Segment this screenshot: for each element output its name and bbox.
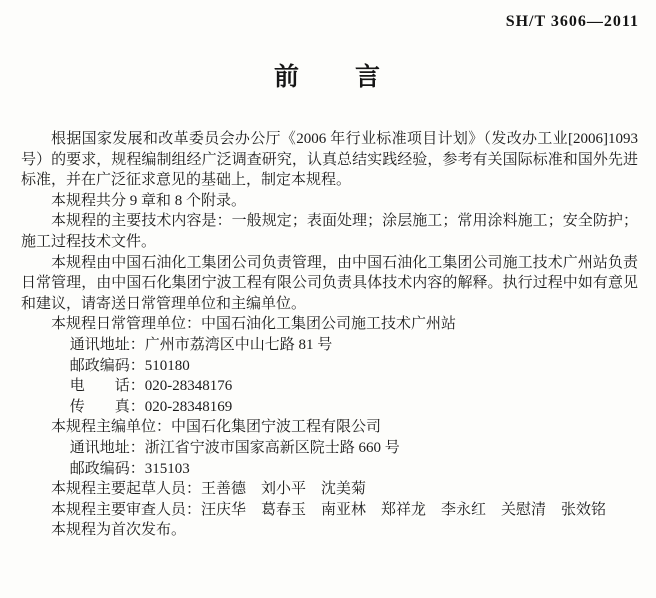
paragraph-technical-content: 本规程的主要技术内容是：一般规定；表面处理；涂层施工；常用涂料施工；安全防护；施工过程技术文件。 (21, 213, 638, 250)
paragraph-management: 本规程由中国石油化工集团公司负责管理，由中国石油化工集团公司施工技术广州站负责日常管理，由中国石化集团宁波工程有限公司负责具体技术内容的解释。执行过程中如有意见和建议，请寄送日常管理单位和主编单位。 (21, 254, 638, 312)
line-telephone: 电 话：020-28348176 (69, 378, 233, 395)
line-daily-management-unit: 本规程日常管理单位：中国石油化工集团公司施工技术广州站 (51, 316, 457, 333)
line-fax: 传 真：020-28348169 (69, 398, 233, 415)
document-body (21, 129, 638, 541)
line-postal-code-2: 邮政编码：315103 (69, 460, 190, 477)
paragraph-introduction: 根据国家发展和改革委员会办公厅《2006 年行业标准项目计划》（发改办工业[2006]1093 号）的要求，规程编制组经广泛调查研究，认真总结实践经验，参考有关国际标准和国外先进标准，并在广泛征求意见的基础上，制定本规程。 (21, 131, 638, 189)
paragraph-chapters: 本规程共分 9 章和 8 个附录。 (51, 192, 247, 209)
line-drafters: 本规程主要起草人员：王善德 刘小平 沈美菊 (51, 481, 367, 498)
page-title: 前 言 (273, 64, 382, 91)
line-contact-address-2: 通讯地址：浙江省宁波市国家高新区院士路 660 号 (69, 439, 400, 456)
standard-number: SH/T 3606—2011 (505, 13, 639, 30)
line-postal-code: 邮政编码：510180 (69, 357, 190, 374)
line-chief-editor-unit: 本规程主编单位：中国石化集团宁波工程有限公司 (51, 419, 382, 436)
paragraph-first-release: 本规程为首次发布。 (51, 522, 187, 539)
line-reviewers: 本规程主要审查人员：汪庆华 葛春玉 南亚林 郑祥龙 李永红 关慰清 张效铭 (51, 501, 607, 518)
line-contact-address: 通讯地址：广州市荔湾区中山七路 81 号 (69, 336, 333, 353)
